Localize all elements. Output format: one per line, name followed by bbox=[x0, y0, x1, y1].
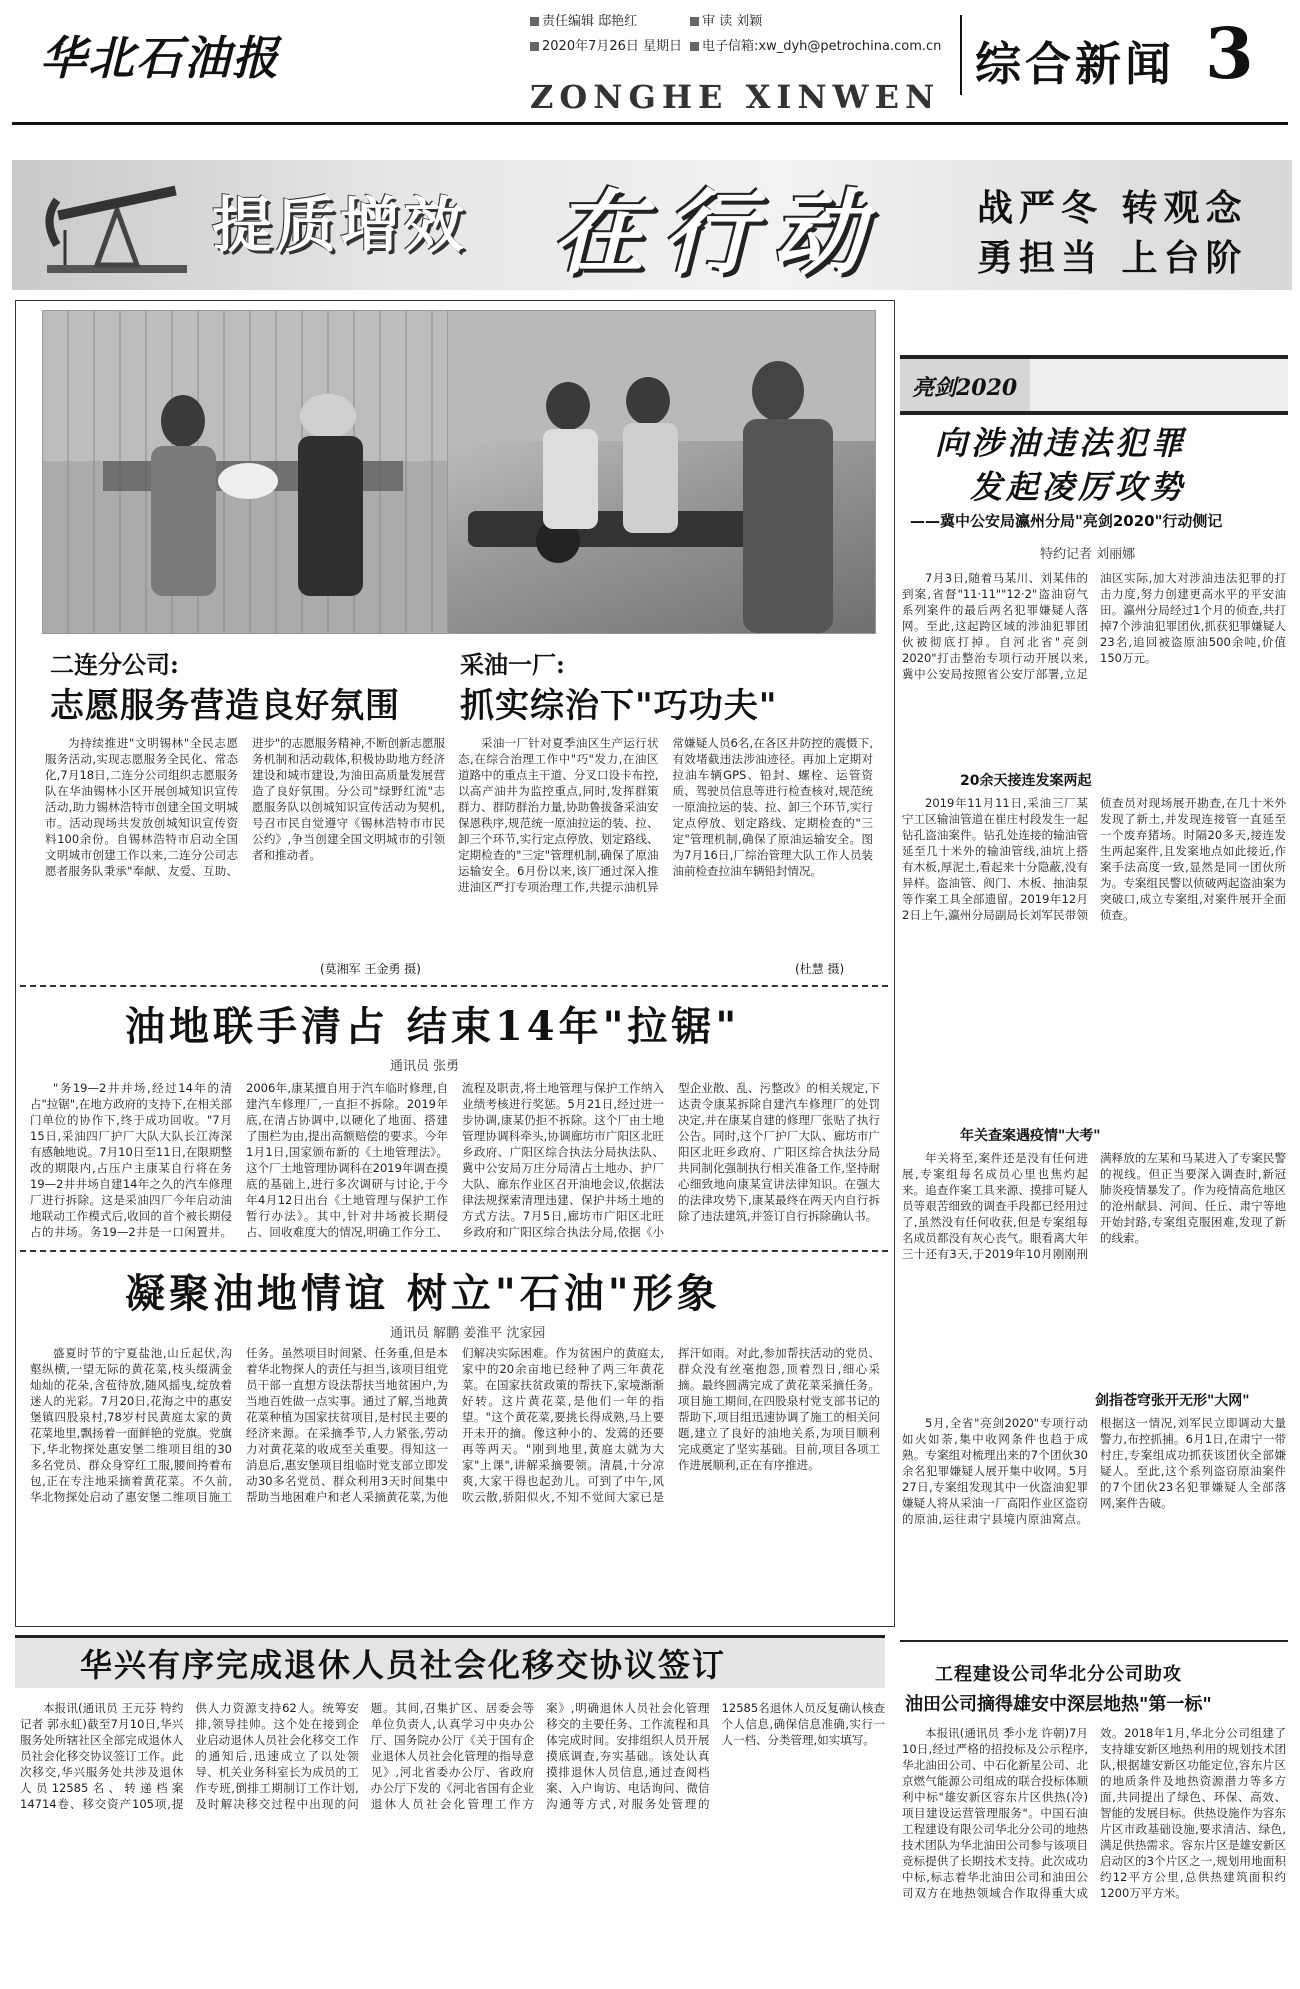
square-bullet-icon bbox=[690, 17, 699, 26]
editor-name: 责任编辑 邸艳红 bbox=[542, 14, 638, 29]
right-subhead-3: 剑指苍穹张开无形"大网" bbox=[1095, 1393, 1250, 1409]
photo-right-unit: 采油一厂: bbox=[460, 650, 565, 679]
newspaper-logo: 华北石油报 bbox=[40, 31, 280, 85]
bottom-left-title: 华兴有序完成退休人员社会化移交协议签订 bbox=[80, 1646, 727, 1684]
right-title-line-2: 发起凌厉攻势 bbox=[970, 468, 1187, 506]
liangjian-kicker-bar bbox=[900, 355, 1288, 415]
masthead-rule bbox=[12, 122, 1288, 125]
photo-left-credit: (莫湘军 王金勇 摄) bbox=[320, 962, 421, 976]
right-subtitle: ——冀中公安局瀛州分局"亮剑2020"行动侧记 bbox=[910, 512, 1223, 530]
photo-left-unit: 二连分公司: bbox=[50, 650, 179, 679]
oil-plant-photo bbox=[447, 310, 876, 634]
section-divider bbox=[20, 985, 888, 987]
square-bullet-icon bbox=[530, 42, 539, 51]
volunteer-photo bbox=[42, 310, 449, 634]
photo-right-title: 抓实综治下"巧功夫" bbox=[460, 686, 778, 726]
date-line bbox=[530, 35, 682, 54]
inspection-figure-icon bbox=[448, 311, 875, 633]
page-number: 3 bbox=[1205, 12, 1254, 95]
section-title: 综合新闻 bbox=[975, 37, 1175, 91]
right-body-3: 年关将至,案件还是没有任何进展,专案组每名成员心里也焦灼起来。追查作案工具来源、摸排可疑人员等艰苦细致的调查手段都已经用过了,虽然没有任何收获,但是专案组每名成员都没有灰心丧气。眼看离大年三十还有3天,于2019年10月刚刚刑满释放的左某和马某进入了专案民警的视线。但正当要深入调查时,新冠肺炎疫情暴发了。作为疫情高危地区的沧州献县、河间、任丘、肃宁等地开始封路,专案组克服困难,发现了新的线索。 bbox=[902, 1151, 1286, 1261]
section-pinyin: ZONGHE XINWEN bbox=[530, 78, 941, 116]
bottom-right-title-1: 工程建设公司华北分公司助攻 bbox=[935, 1664, 1182, 1685]
article-1-body: "务19—2井并场,经过14年的清占"拉锯",在地方政府的支持下,在相关部门单位的协作下,终于成功回收。"7月15日,采油四厂护厂大队大队长江涛深有感触地说。7月10日至11日,在限期整改的期限内,占压户主康某自行将在务19—2井井场自建14年之久的汽车修理厂进行拆除。这是采油四厂今年启动油地联动工作模式后,收回的首个被长期侵占的井场。务19—2井是一口闲置井。2006年,康某擅自用于汽车临时修理,自建汽车修理厂,一直拒不拆除。2019年底,在清占协调中,以硬化了地面、搭建了围栏为由,提出高额赔偿的要求。今年1月1日,国家颁布新的《土地管理法》。这个厂土地管理协调科在2019年调查摸底的基础上,进行多次调研与讨论,于今年4月12日出台《土地管理与保护工作暂行办法》。其中,针对井场被长期侵占、回收难度大的情况,明确工作分工、流程及职责,将土地管理与保护工作纳入业绩考核进行奖惩。5月21日,经过进一步协调,康某仍拒不拆除。这个厂由土地管理协调科牵头,协调廊坊市广阳区北旺乡政府、广阳区综合执法分局执法队、冀中公安局万庄分局清占土地办、护厂大队、廊东作业区召开油地会议,依据法律法规探索清理违建、保护井场土地的方式方法。7月5日,廊坊市广阳区北旺乡政府和广阳区综合执法分局,依据《小型企业散、乱、污整改》的相关规定,下达责令康某拆除自建汽车修理厂的处罚决定,并在康某自建的修理厂张贴了执行公告。同时,这个厂护厂大队、廊坊市广阳区北旺乡政府、广阳区综合执法分局共同制化强制执行相关准备工作,坚持耐心细致地向康某宣讲法律知识。在强大的法律攻势下,康某最终在两天内自行拆除了违法建筑,并签订自行拆除确认书。 bbox=[30, 1081, 880, 1239]
right-body-2: 2019年11月11日,采油三厂某宁工区输油管道在崔庄村段发生一起钻孔盗油案件。钻孔处连接的输油管延至几十米外的输油管线,油坑上搭有木板,厚泥土,看起来十分隐蔽,没有异样。盗油管、阀门、木板、抽油泵等作案工具全部遗留。2019年12月2日上午,瀛州分局副局长刘军民带领侦查员对现场展开勘查,在几十米外发现了新土,并发现连接管一直延至一个废弃猪场。时隔20多天,接连发生两起案件,且发案地点如此接近,作案手法高度一致,显然是同一团伙所为。专案组民警以侦破两起盗油案为突破口,成立专案组,对案件展开全面侦查。 bbox=[902, 796, 1286, 922]
photo-left-body: 为持续推进"文明锡林"全民志愿服务活动,实现志愿服务全民化、常态化,7月18日,二连分公司组织志愿服务队在华油锡林小区开展创城知识宣传活动,助力锡林浩特市创建全国文明城市。活动现场共发放创城知识宣传资料100余份。自锡林浩特市启动全国文明城市创建工作以来,二连分公司志愿者服务队秉承"奉献、友爱、互助、进步"的志愿服务精神,不断创新志愿服务机制和活动载体,积极协助地方经济建设和城市建设,为油田高质量发展营造了良好氛围。分公司"绿野红流"志愿服务队以创城知识宣传活动为契机,号召市民自觉遵守《锡林浩特市市民公约》,争当创建全国文明城市的引领者和推动者。 bbox=[45, 736, 445, 878]
right-byline: 特约记者 刘丽娜 bbox=[1040, 547, 1136, 562]
bottom-left-body: 本报讯(通讯员 王元芬 特约记者 郭永虹)截至7月10日,华兴服务处所辖社区全部完成退休人员社会化移交协议签订工作。此次移交,华兴服务处共涉及退休人员12585名、转递档案14714卷、移交资产105项,提供人力资源支持62人。统筹安排,领导挂帅。这个处在接到企业启动退休人员社会化移交工作的通知后,迅速成立了以处领导、机关业务科室长为成员的工作专班,倒排工期制订工作计划,及时解决移交过程中出现的问题。其间,召集扩区、居委会等单位负责人,认真学习中央办公厅、国务院办公厅《关于国有企业退休人员社会化管理的指导意见》,河北省委办公厅、省政府办公厅下发的《河北省国有企业退休人员社会化管理工作方案》,明确退休人员社会化管理移交的主要任务、工作流程和具体完成时间。安排组织人员开展摸底调查,夯实基础。该处认真摸排退休人员信息,通过查阅档案、入户询访、电话询问、微信沟通等方式,对服务处管理的12585名退休人员反复确认核查个人信息,确保信息准确,实行一人一档、分类管理,如实填写。 bbox=[20, 1701, 885, 1811]
right-body-1: 7月3日,随着马某川、刘某伟的到案,省督"11·11""12·2"盗油窃气系列案件的最后两名犯罪嫌疑人落网。至此,这起跨区域的涉油犯罪团伙被彻底打掉。自河北省"亮剑2020"打击整治专项行动开展以来,冀中公安局按照省公安厅部署,立足油区实际,加大对涉油违法犯罪的打击力度,努力创建更高水平的平安油田。瀛州分局经过1个月的侦查,共打掉7个涉油犯罪团伙,抓获犯罪嫌疑人23名,追回被盗原油500余吨,价值150万元。 bbox=[902, 571, 1286, 681]
reviewer-name: 审 读 刘颖 bbox=[702, 14, 763, 29]
volunteers-figure-icon bbox=[43, 311, 448, 633]
bottom-right-body: 本报讯(通讯员 季小龙 许朝)7月10日,经过严格的招投标及公示程序,华北油田公司、中石化新星公司、北京燃气能源公司组成的联合投标体顺利中标"雄安新区容东片区供热(冷)项目建设运营管理服务"。中国石油工程建设有限公司华北分公司的地热技术团队为华北油田公司参与该项目竞标提供了长期技术支持。此次成功中标,标志着华北油田公司和油田公司双方在地热领域合作取得重大成效。2018年1月,华北分公司组建了支持雄安新区地热利用的规划技术团队,根据雄安新区功能定位,容东片区的地质条件及地热资源潜力等多方面,共同提出了绿色、环保、高效、智能的发展目标。供热设施作为容东片区市政基础设施,要求清洁、绿色,满足供热需求。容东片区是雄安新区启动区的3个片区之一,规划用地面积约12平方公里,总供热建筑面积约1200万平方米。 bbox=[902, 1726, 1286, 1900]
article-2-title: 凝聚油地情谊 树立"石油"形象 bbox=[125, 1270, 721, 1317]
article-2-body: 盛夏时节的宁夏盐池,山丘起伏,沟壑纵横,一望无际的黄花菜,枝头缀满金灿灿的花朵,含苞待放,随风摇曳,绽放着迷人的光彩。7月20日,花海之中的惠安堡镇四股泉村,78岁村民黄庭太家的黄花菜地里,飘扬着一面鲜艳的党旗。党旗下,华北物探处惠安堡二维项目组的30多名党员、群众身穿红工服,腰间挎着布包,正在专注地采摘着黄花菜。不久前,华北物探处启动了惠安堡二维项目施工任务。虽然项目时间紧、任务重,但是本着华北物探人的责任与担当,该项目组党员干部一直想方设法帮扶当地贫困户,为当地百姓做一点实事。通过了解,当地黄花菜种植为国家扶贫项目,是村民主要的经济来源。在采摘季节,人力紧张,劳动力对黄花菜的收成至关重要。得知这一消息后,惠安堡项目组临时党支部立即发动30多名党员、群众利用3天时间集中帮助当地困难户和老人采摘黄花菜,为他们解决实际困难。作为贫困户的黄庭太,家中的20余亩地已经种了两三年黄花菜。在国家扶贫政策的帮扶下,家境渐渐好转。这片黄花菜,是他们一年的指望。"这个黄花菜,要挑长得成熟,马上要开未开的摘。像这种小的、发蔫的还要再等两天。"刚到地里,黄庭太就为大家"上课",讲解采摘要领。清晨,十分凉爽,大家干得也起劲儿。可到了中午,风吹云散,骄阳似火,不知不觉间大家已是挥汗如雨。对此,参加帮扶活动的党员、群众没有丝毫抱怨,顶着烈日,细心采摘。最终圆满完成了黄花菜采摘任务。项目施工期间,在四股泉村党支部书记的帮助下,项目组迅速协调了施工的相关问题,建立了良好的油地关系,为项目顺利完成奠定了坚实基础。目前,项目各项工作进展顺利,正在有序推进。 bbox=[30, 1346, 880, 1504]
issue-date: 2020年7月26日 星期日 bbox=[542, 39, 683, 54]
kicker-label: 亮剑2020 bbox=[912, 375, 1018, 401]
banner-slogan-2: 勇担当 上台阶 bbox=[977, 237, 1248, 279]
article-1-title: 油地联手清占 结束14年"拉锯" bbox=[125, 1003, 741, 1050]
banner-action-title: 在行动 bbox=[552, 179, 883, 287]
square-bullet-icon bbox=[690, 42, 699, 51]
bottom-right-rule bbox=[900, 1640, 1288, 1642]
editor-email: 电子信箱:xw_dyh@petrochina.com.cn bbox=[702, 39, 942, 54]
square-bullet-icon bbox=[530, 17, 539, 26]
bottom-right-title-2: 油田公司摘得雄安中深层地热"第一标" bbox=[905, 1694, 1212, 1715]
pumpjack-icon bbox=[27, 170, 197, 285]
masthead-divider bbox=[960, 15, 962, 95]
editor-line bbox=[530, 10, 637, 29]
section-divider bbox=[20, 1250, 888, 1252]
photo-right-credit: (杜慧 摄) bbox=[795, 962, 845, 976]
banner-main-title: 提质增效 bbox=[212, 191, 468, 261]
right-body-4: 5月,全省"亮剑2020"专项行动如火如荼,集中收网条件也趋于成熟。专案组对梳理出来的7个团伙30余名犯罪嫌疑人展开集中收网。5月27日,专案组发现其中一伙盗油犯罪嫌疑人将从采油一厂高阳作业区盗窃的原油,运往肃宁县境内原油窝点。根据这一情况,刘军民立即调动大量警力,布控抓捕。6月1日,在肃宁一带村庄,专案组成功抓获该团伙全部嫌疑人。至此,这个系列盗窃原油案件的7个团伙23名犯罪嫌疑人全部落网,案件告破。 bbox=[902, 1416, 1286, 1526]
topic-banner bbox=[12, 160, 1292, 290]
right-subhead-1: 20余天接连发案两起 bbox=[960, 773, 1092, 789]
article-1-byline: 通讯员 张勇 bbox=[390, 1059, 460, 1074]
right-subhead-2: 年关查案遇疫情"大考" bbox=[960, 1128, 1101, 1144]
photo-right-body: 采油一厂针对夏季油区生产运行状态,在综合治理工作中"巧"发力,在油区道路中的重点主干道、分叉口设卡布控,以高产油井为监控重点,同时,发挥群策群力、群防群治力量,协助鲁拔备采油安保恩秩序,规范统一原油拉运的装、拉、卸三个环节,实行定点停放、划定路线、定期检查的"三定"管理机制,确保了原油运输安全。6月份以来,该厂通过深入推进油区严打专项治理工作,共提示油机异常嫌疑人员6名,在各区井防控的震慑下,有效堵截违法涉油迹径。再加上定期对拉油车辆GPS、铅封、螺栓、运管资质、驾驶员信息等进行检查核对,规范统一原油拉运的装、拉、卸三个环节,实行定点停放、划定路线、定期检查的"三定"管理机制,确保了原油运输安全。图为7月16日,厂综治管理大队工作人员装油前检查拉油车辆铅封情况。 bbox=[458, 736, 873, 894]
reviewer-line bbox=[690, 10, 762, 29]
photo-left-title: 志愿服务营造良好氛围 bbox=[50, 686, 400, 726]
right-title-line-1: 向涉油违法犯罪 bbox=[935, 424, 1188, 462]
email-line bbox=[690, 35, 941, 54]
masthead bbox=[0, 0, 1300, 130]
article-2-byline: 通讯员 解鹏 姜淮平 沈家园 bbox=[390, 1326, 546, 1341]
banner-slogan-1: 战严冬 转观念 bbox=[977, 187, 1248, 229]
